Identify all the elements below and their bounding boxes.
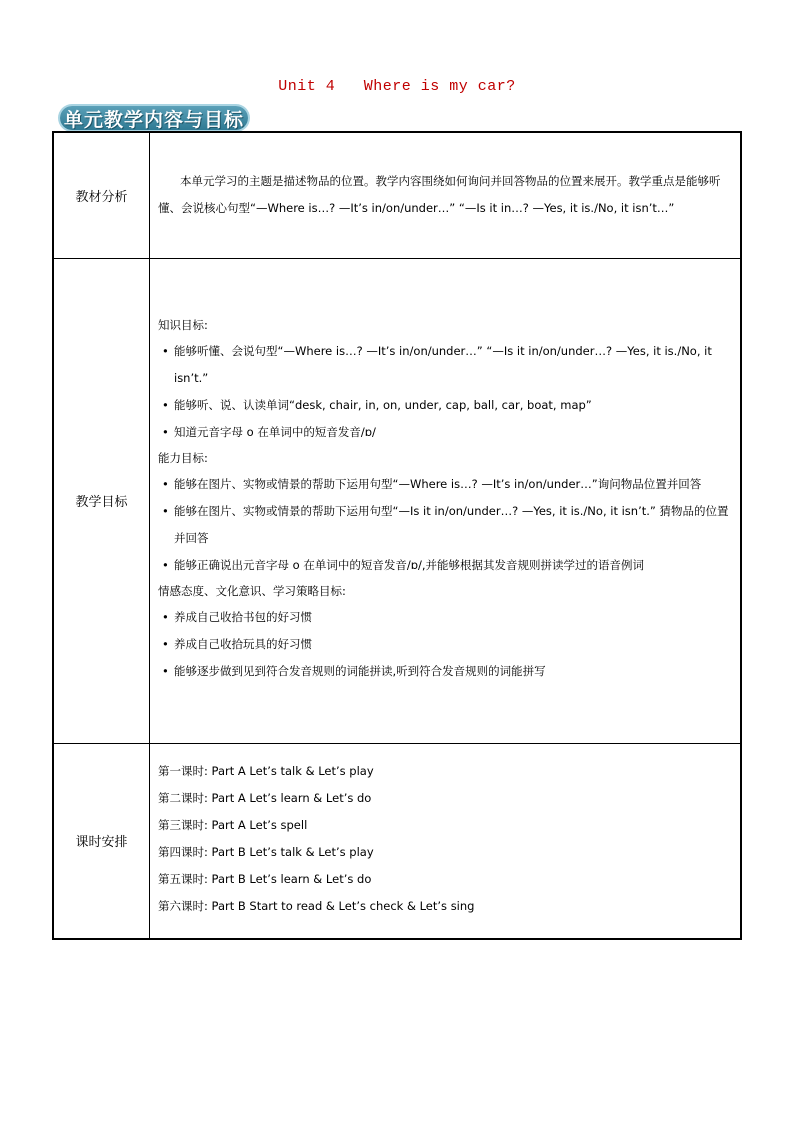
- bullet-icon: •: [162, 609, 169, 624]
- ability-item-text: 能够在图片、实物或情景的帮助下运用句型“—Is it in/on/under…? —Yes, it is./No, it isn’t.” 猜物品的位置并回答: [174, 503, 729, 545]
- bullet-icon: •: [162, 424, 169, 439]
- list-item: [158, 631, 734, 658]
- emotion-item-text: 养成自己收拾书包的好习惯: [174, 609, 312, 624]
- bullet-icon: •: [162, 397, 169, 412]
- goals-cell: [150, 258, 742, 743]
- ability-item-text: 能够在图片、实物或情景的帮助下运用句型“—Where is…? —It’s in/on/under…”询问物品位置并回答: [174, 476, 702, 491]
- ability-item-text: 能够正确说出元音字母 o 在单词中的短音发音/ɒ/,并能够根据其发音规则拼读学过的语音例词: [174, 557, 645, 572]
- list-item: [158, 471, 734, 498]
- bullet-icon: •: [162, 636, 169, 651]
- analysis-text: 本单元学习的主题是描述物品的位置。教学内容围绕如何询问并回答物品的位置来展开。教学重点是能够听懂、会说核心句型“—Where is…? —It’s in/on/under…” “—Is it in…? —Yes, it is./No, it isn’t…”: [158, 174, 721, 216]
- schedule-cell: [150, 743, 742, 939]
- schedule-item: 第二课时: Part A Let’s learn & Let’s do: [158, 791, 372, 806]
- list-item: [158, 552, 734, 579]
- unit-title: Unit 4 Where is my car?: [278, 78, 516, 95]
- list-item: [158, 498, 734, 552]
- schedule-item: 第五课时: Part B Let’s learn & Let’s do: [158, 872, 372, 887]
- analysis-row: [53, 132, 741, 258]
- schedule-row: [53, 743, 741, 939]
- list-item: [158, 419, 734, 446]
- schedule-item: 第四课时: Part B Let’s talk & Let’s play: [158, 845, 374, 860]
- ability-heading: 能力目标:: [158, 450, 208, 465]
- schedule-item: 第一课时: Part A Let’s talk & Let’s play: [158, 764, 374, 779]
- analysis-cell: [150, 132, 742, 258]
- knowledge-item-text: 知道元音字母 o 在单词中的短音发音/ɒ/: [174, 424, 376, 439]
- schedule-item: 第六课时: Part B Start to read & Let’s check & Let’s sing: [158, 899, 475, 914]
- bullet-icon: •: [162, 503, 169, 518]
- knowledge-item-text: 能够听懂、会说句型“—Where is…? —It’s in/on/under…” “—Is it in/on/under…? —Yes, it is./No, it isn’t.”: [174, 343, 712, 385]
- bullet-icon: •: [162, 663, 169, 678]
- bullet-icon: •: [162, 343, 169, 358]
- list-item: [158, 658, 734, 685]
- emotion-item-text: 养成自己收拾玩具的好习惯: [174, 636, 312, 651]
- goals-row: [53, 258, 741, 743]
- list-item: [158, 604, 734, 631]
- emotion-item-text: 能够逐步做到见到符合发音规则的词能拼读,听到符合发音规则的词能拼写: [174, 663, 546, 678]
- knowledge-heading: 知识目标:: [158, 317, 208, 332]
- emotion-heading: 情感态度、文化意识、学习策略目标:: [158, 583, 346, 598]
- goals-label: 教学目标: [53, 258, 150, 743]
- unit-plan-table: [52, 131, 742, 940]
- list-item: [158, 392, 734, 419]
- knowledge-item-text: 能够听、说、认读单词“desk, chair, in, on, under, cap, ball, car, boat, map”: [174, 397, 592, 412]
- analysis-label: 教材分析: [53, 132, 150, 258]
- section-banner: [60, 106, 248, 130]
- bullet-icon: •: [162, 557, 169, 572]
- schedule-label: 课时安排: [53, 743, 150, 939]
- list-item: [158, 338, 734, 392]
- schedule-item: 第三课时: Part A Let’s spell: [158, 818, 308, 833]
- section-banner-text: 单元教学内容与目标: [64, 108, 245, 131]
- bullet-icon: •: [162, 476, 169, 491]
